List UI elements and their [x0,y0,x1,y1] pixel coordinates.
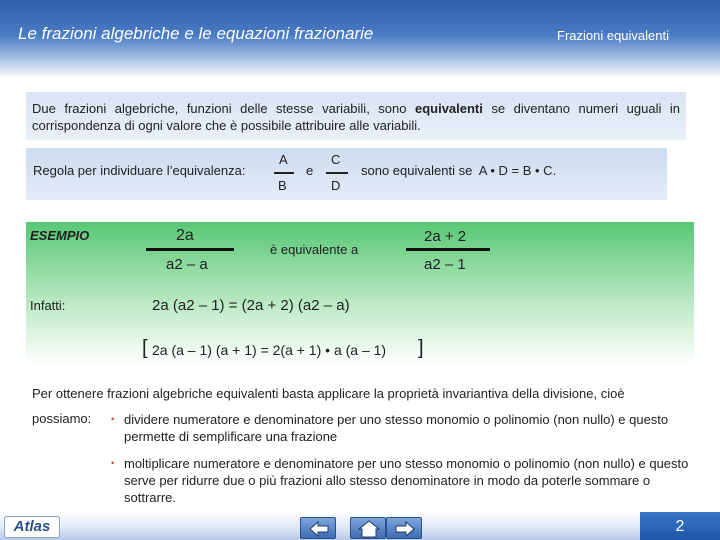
page-number: 2 [640,512,720,540]
rule-frac1-numerator: A [279,152,288,167]
bullet-1-text: dividere numeratore e denominatore per uno stesso monomio o polinomio (non nullo) e questo permette di semplificare una frazione [124,412,669,444]
rule-frac1-denominator: B [278,178,287,193]
equation-1: 2a (a2 – 1) = (2a + 2) (a2 – a) [152,297,350,314]
page-title: Le frazioni algebriche e le equazioni frazionarie [18,24,374,43]
equation-2-close-bracket: ] [418,337,424,359]
rule-frac2-numerator: C [331,152,341,167]
definition-text-1: Due frazioni algebriche, funzioni delle stesse variabili, sono [32,101,415,116]
rule-frac1-line [274,172,294,174]
next-button[interactable] [386,517,422,539]
home-icon [351,518,387,540]
possiamo-label: possiamo: [32,411,92,426]
example-frac2-numerator: 2a + 2 [424,228,467,245]
example-frac1-line [146,248,234,251]
arrow-right-icon [387,518,423,540]
invariant-property-text: Per ottenere frazioni algebriche equivalenti basta applicare la proprietà invariantiva della divisione, cioè [32,386,625,401]
example-frac1-denominator: a2 – a [166,256,208,273]
definition-bold-word: equivalenti [414,101,483,116]
atlas-logo: Atlas [4,516,60,538]
equation-2: 2a (a – 1) (a + 1) = 2(a + 1) • a (a – 1) [152,342,387,358]
rule-box [26,148,667,200]
example-label: ESEMPIO [30,228,90,243]
bullet-2-marker: • [111,458,115,468]
rule-label: Regola per individuare l’equivalenza: [33,163,246,178]
example-frac2-denominator: a2 – 1 [424,256,466,273]
prev-button[interactable] [300,517,336,539]
definition-text-2: se diventano numeri uguali in corrispondenza di ogni valore che è possibile attribuire alle variabili. [32,101,680,133]
section-title: Frazioni equivalenti [557,28,670,43]
bullet-1-marker: • [111,414,115,424]
bullet-2-text: moltiplicare numeratore e denominatore per uno stesso monomio o polinomio (non nullo) e questo serve per ridurre due o più frazioni allo stesso denominatore in modo da poterle sommare o sottrarre. [124,456,689,505]
example-box [26,222,694,365]
rule-frac2-line [326,172,348,174]
arrow-left-icon [301,518,337,540]
rule-condition: sono equivalenti se A • D = B • C. [361,163,557,178]
rule-frac2-denominator: D [331,178,341,193]
rule-connector: e [306,163,314,178]
home-button[interactable] [350,517,386,539]
header-bar [0,0,720,78]
example-frac1-numerator: 2a [176,227,194,244]
definition-box [26,92,686,140]
example-equiv-text: è equivalente a [270,242,359,257]
infatti-label: Infatti: [30,298,66,313]
example-frac2-line [406,248,490,251]
equation-2-open-bracket: [ [142,337,148,359]
